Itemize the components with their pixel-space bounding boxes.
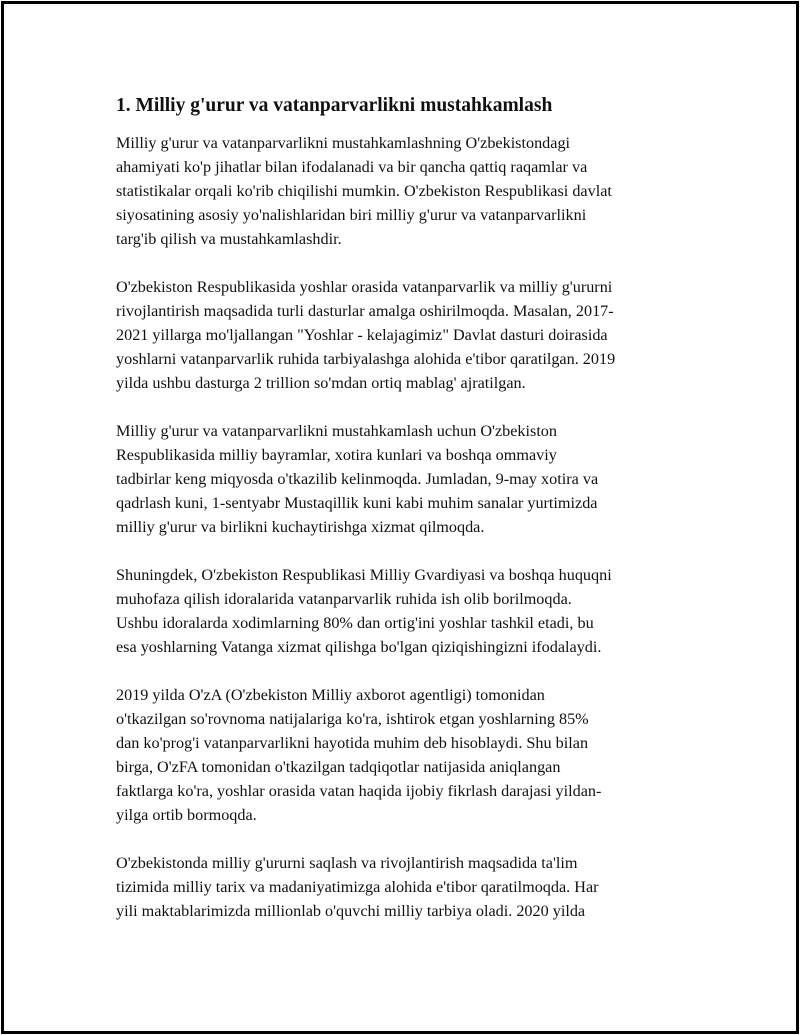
paragraph-line: Ushbu idoralarda xodimlarning 80% dan ortig'ini yoshlar tashkil etadi, bu: [116, 614, 594, 632]
paragraph-line: siyosatining asosiy yo'nalishlaridan biri milliy g'urur va vatanparvarlikni: [116, 206, 587, 224]
paragraph-line: yilda ushbu dasturga 2 trillion so'mdan ortiq mablag' ajratilgan.: [116, 374, 526, 392]
paragraph-line: Respublikasida milliy bayramlar, xotira kunlari va boshqa ommaviy: [116, 446, 557, 464]
paragraph-line: O'zbekiston Respublikasida yoshlar orasida vatanparvarlik va milliy g'ururni: [116, 278, 613, 296]
paragraph-line: o'tkazilgan so'rovnoma natijalariga ko'ra, ishtirok etgan yoshlarning 85%: [116, 710, 589, 728]
paragraph-3: [116, 419, 672, 539]
paragraph-line: statistikalar orqali ko'rib chiqilishi mumkin. O'zbekiston Respublikasi davlat: [116, 182, 612, 200]
section-heading: 1. Milliy g'urur va vatanparvarlikni mustahkamlash: [116, 95, 553, 116]
paragraph-line: 2021 yillarga mo'ljallangan "Yoshlar - kelajagimiz" Davlat dasturi doirasida: [116, 326, 608, 344]
paragraph-line: tizimida milliy tarix va madaniyatimizga alohida e'tibor qaratilmoqda. Har: [116, 878, 599, 896]
paragraph-line: Milliy g'urur va vatanparvarlikni mustahkamlash uchun O'zbekiston: [116, 422, 557, 440]
paragraph-5: [116, 683, 672, 827]
paragraph-line: rivojlantirish maqsadida turli dasturlar amalga oshirilmoqda. Masalan, 2017-: [116, 302, 614, 320]
paragraph-line: ahamiyati ko'p jihatlar bilan ifodalanadi va bir qancha qattiq raqamlar va: [116, 158, 588, 176]
paragraph-line: esa yoshlarning Vatanga xizmat qilishga bo'lgan qiziqishingizni ifodalaydi.: [116, 638, 602, 656]
paragraph-line: milliy g'urur va birlikni kuchaytirishga xizmat qilmoqda.: [116, 518, 485, 536]
paragraph-1: [116, 131, 672, 251]
paragraph-line: tadbirlar keng miqyosda o'tkazilib kelinmoqda. Jumladan, 9-may xotira va: [116, 470, 599, 488]
paragraph-line: birga, O'zFA tomonidan o'tkazilgan tadqiqotlar natijasida aniqlangan: [116, 758, 561, 776]
paragraph-line: yilga ortib bormoqda.: [116, 806, 257, 824]
paragraph-line: O'zbekistonda milliy g'ururni saqlash va rivojlantirish maqsadida ta'lim: [116, 854, 578, 872]
paragraph-line: yili maktablarimizda millionlab o'quvchi milliy tarbiya oladi. 2020 yilda: [116, 902, 586, 920]
paragraph-line: dan ko'prog'i vatanparvarlikni hayotida muhim deb hisoblaydi. Shu bilan: [116, 734, 589, 752]
paragraph-line: faktlarga ko'ra, yoshlar orasida vatan haqida ijobiy fikrlash darajasi yildan-: [116, 782, 602, 800]
paragraph-4: [116, 563, 672, 659]
paragraph-line: yoshlarni vatanparvarlik ruhida tarbiyalashga alohida e'tibor qaratilgan. 2019: [116, 350, 616, 368]
paragraph-line: 2019 yilda O'zA (O'zbekiston Milliy axborot agentligi) tomonidan: [116, 686, 545, 704]
paragraph-2: [116, 275, 672, 395]
paragraph-line: Shuningdek, O'zbekiston Respublikasi Milliy Gvardiyasi va boshqa huquqni: [116, 566, 612, 584]
paragraph-6: [116, 851, 672, 923]
paragraph-line: muhofaza qilish idoralarida vatanparvarlik ruhida ish olib borilmoqda.: [116, 590, 572, 608]
document-body: [116, 92, 672, 947]
paragraph-line: qadrlash kuni, 1-sentyabr Mustaqillik kuni kabi muhim sanalar yurtimizda: [116, 494, 598, 512]
paragraph-line: targ'ib qilish va mustahkamlashdir.: [116, 230, 342, 248]
paragraph-line: Milliy g'urur va vatanparvarlikni mustahkamlashning O'zbekistondagi: [116, 134, 571, 152]
